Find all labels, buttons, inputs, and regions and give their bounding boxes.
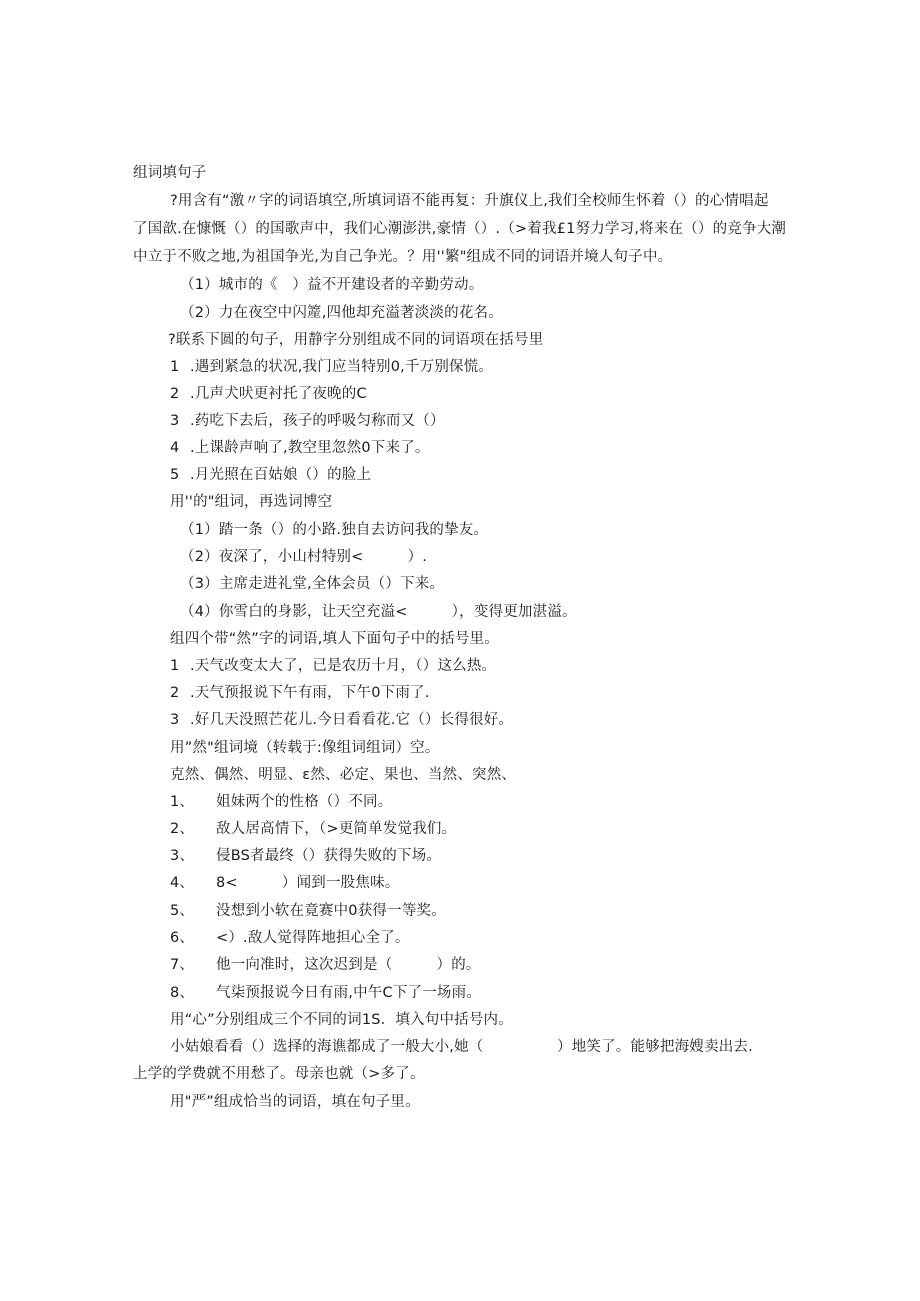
item-text: 姐妹两个的性格（）不同。 [216, 794, 393, 810]
item-number: 1 [170, 658, 180, 674]
section-heading: 用“心”分别组成三个不同的词1S．填入句中括号内。 [170, 1012, 513, 1028]
item-text: 他一向准时，这次迟到是（ ）的。 [216, 957, 481, 973]
list-item: （2）夜深了，小山村特别< ）. [180, 549, 428, 565]
item-text: .月光照在百姑娘（）的脸上 [190, 467, 372, 483]
list-item [170, 873, 399, 893]
section-heading: ?联系下圆的句子，用静字分别组成不同的词语项在括号里 [168, 332, 544, 348]
section-heading: 组四个带“然”字的词语,填人下面句子中的括号里。 [170, 631, 499, 647]
list-item: （2）力在夜空中闪簅,四他却充溢著淡淡的花名。 [180, 305, 503, 321]
list-item [170, 656, 496, 676]
item-number: 6、 [170, 930, 195, 946]
section-heading: 用"严”组成恰当的词语，填在句子里。 [170, 1094, 420, 1110]
list-item [170, 438, 430, 458]
list-item [170, 683, 430, 703]
item-number: 2 [170, 386, 180, 402]
list-item [170, 710, 513, 730]
item-text: .上课龄声响了,教空里忽然0下来了。 [190, 440, 430, 456]
item-number: 7、 [170, 957, 195, 973]
item-number: 2 [170, 685, 180, 701]
item-text: .好几天没照芒花儿.今日看看花.它（）长得很好。 [190, 712, 514, 728]
list-item [170, 465, 371, 485]
item-number: 8、 [170, 985, 195, 1001]
item-number: 5、 [170, 903, 195, 919]
paragraph-line: 中立于不败之地,为祖国争光,为自己争光。？用''繁"组成不同的词语并境人句子中。 [133, 249, 673, 265]
list-item [170, 792, 392, 812]
item-text: .几声犬吠更衬托了夜晚的C [190, 386, 367, 402]
item-number: 3 [170, 413, 180, 429]
page-title: 组词填句子 [133, 165, 207, 181]
item-text: 侵BS者最终（）获得失败的下场。 [216, 848, 442, 864]
list-item [170, 928, 410, 948]
item-number: 4、 [170, 875, 195, 891]
paragraph-line: 小姑娘看看（）选择的海谯都成了一般大小,她（ ）地笑了。能够把海嫂卖出去. [170, 1039, 753, 1055]
list-item: （1）城市的《 ）益不开建设者的辛勤劳动。 [180, 277, 484, 293]
list-item: （1）踏一条（）的小路.独自去访问我的挚友。 [180, 522, 489, 538]
section-heading: 用”然"组词境（转载于:像组词组词）空。 [170, 740, 440, 756]
list-item [170, 901, 446, 921]
item-text: .药吃下去后，孩子的呼吸匀称而又（） [190, 413, 445, 429]
item-text: .天气预报说下午有雨，下午0下雨了. [190, 685, 430, 701]
paragraph-line: 上学的学费就不用愁了。母亲也就（>多了。 [133, 1066, 425, 1082]
list-item [170, 955, 481, 975]
list-item [170, 357, 493, 377]
item-text: 8< ）闻到一股焦味。 [216, 875, 400, 891]
item-text: .天气改变太大了，已是农历十月，（）这么热。 [190, 658, 497, 674]
item-text: 没想到小软在竟赛中0获得一等奖。 [216, 903, 446, 919]
item-number: 2、 [170, 821, 195, 837]
item-number: 1 [170, 359, 180, 375]
item-number: 1、 [170, 794, 195, 810]
list-item [170, 384, 367, 404]
paragraph-line: ?用含有“激〃字的词语填空,所填词语不能再复：升旗仪上,我们全校师生怀着（）的心情唱起 [170, 193, 769, 209]
item-number: 4 [170, 440, 180, 456]
list-item [170, 819, 456, 839]
word-bank: 克然、偶然、明显、ε然、必定、果也、当然、突然、 [170, 767, 517, 783]
item-number: 5 [170, 467, 180, 483]
item-text: 敌人居高情下，（>更简单发觉我们。 [216, 821, 457, 837]
list-item [170, 983, 481, 1003]
list-item: （3）主席走进礼堂,全体会员（）下来。 [180, 576, 445, 592]
item-text: <）.敌人觉得阵地担心全了。 [216, 930, 410, 946]
paragraph-line: 了国歆.在慷慨（）的国歌声中，我们心潮澎洪,豪情（）.（>着我£1努力学习,将来在（）的竞争大潮 [133, 221, 787, 237]
section-heading: 用''的"组词，再选词博空 [170, 494, 333, 510]
item-text: 气柒预报说今日有雨,中午C下了一场雨。 [216, 985, 482, 1001]
list-item: （4）你雪白的身影，让天空充溢< ），变得更加湛溢。 [180, 604, 577, 620]
item-number: 3 [170, 712, 180, 728]
list-item [170, 846, 441, 866]
list-item [170, 411, 445, 431]
item-number: 3、 [170, 848, 195, 864]
item-text: .遇到紧急的状况,我门应当特别0,千万别保慌。 [190, 359, 494, 375]
